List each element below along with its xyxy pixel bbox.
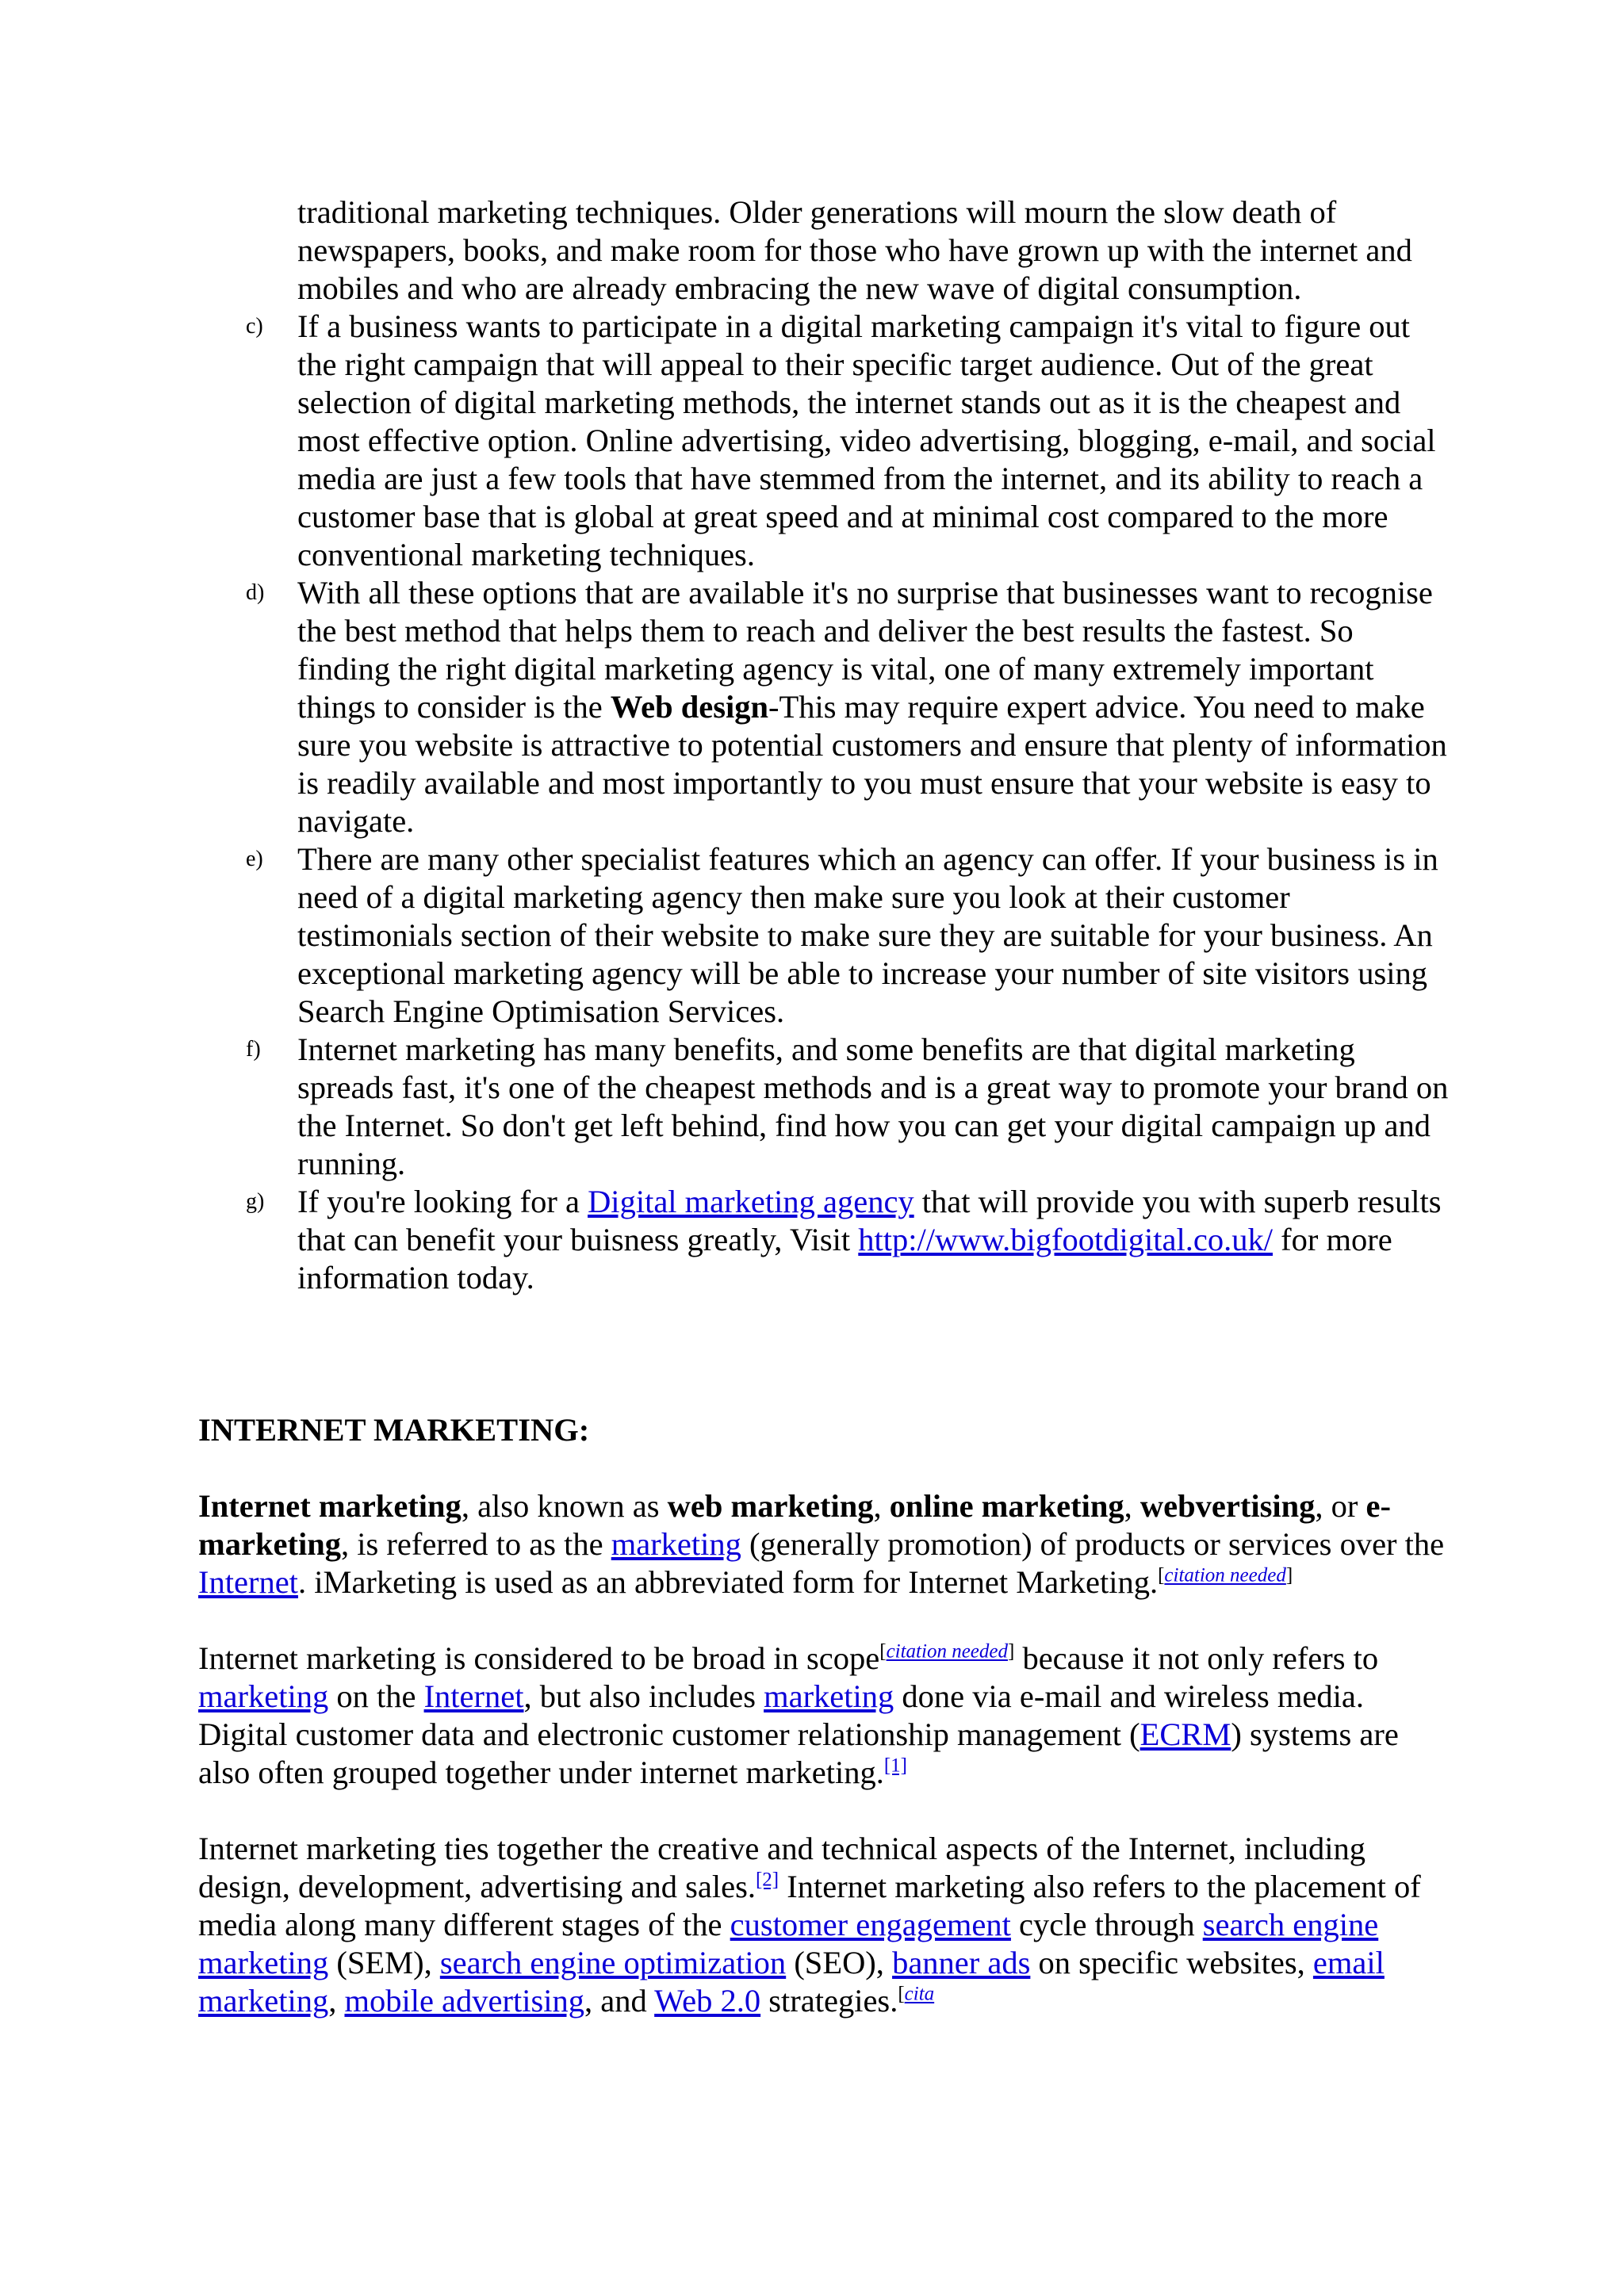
list-continuation: traditional marketing techniques. Older generations will mourn the slow death of newspapers, books, and make room for those who have grown up with the internet and mobiles and who are already embracing the new wave of digital consumption. bbox=[297, 194, 1412, 306]
citation-needed bbox=[1158, 1565, 1293, 1586]
bold-term: Internet marketing bbox=[198, 1488, 462, 1524]
list-item bbox=[198, 1183, 1451, 1297]
digital-marketing-agency-link[interactable]: Digital marketing agency bbox=[588, 1184, 914, 1219]
marketing-list bbox=[198, 193, 1451, 1297]
list-item-text: that will provide you with superb results that can benefit your buisness greatly, Visit bbox=[297, 1184, 1442, 1257]
section-heading: INTERNET MARKETING: bbox=[198, 1412, 590, 1448]
list-marker: d) bbox=[246, 580, 265, 605]
text: on the bbox=[328, 1678, 424, 1714]
list-item-text: -This may require expert advice. You need to make sure you website is attractive to potential customers and ensure that plenty of information is readily available and most importantly to you must ensure that your website is easy to navigate. bbox=[297, 689, 1447, 839]
mobile-advertising-link[interactable]: mobile advertising bbox=[344, 1983, 585, 2019]
text: Internet marketing also refers to the placement of media along many different stages of the bbox=[198, 1869, 1421, 1942]
bracket: [ bbox=[898, 1983, 905, 2005]
text: done via e-mail and wireless media. Digital customer data and electronic customer relationship management ( bbox=[198, 1678, 1364, 1752]
text: . iMarketing is used as an abbreviated form for Internet Marketing. bbox=[297, 1564, 1159, 1600]
text: on specific websites, bbox=[1030, 1945, 1313, 1980]
list-marker: e) bbox=[246, 847, 263, 871]
list-item bbox=[198, 840, 1451, 1031]
paragraph bbox=[198, 1640, 1451, 1792]
search-engine-marketing-link[interactable]: search engine marketing bbox=[198, 1907, 1379, 1980]
bigfootdigital-link[interactable]: http://www.bigfootdigital.co.uk/ bbox=[858, 1222, 1273, 1257]
paragraph bbox=[198, 1487, 1451, 1601]
internet-marketing-section bbox=[198, 1411, 1451, 2058]
text: , bbox=[873, 1488, 890, 1524]
web-2-link[interactable]: Web 2.0 bbox=[654, 1983, 761, 2019]
bracket: [ bbox=[879, 1640, 887, 1663]
bold-term: online marketing bbox=[889, 1488, 1124, 1524]
internet-link[interactable]: Internet bbox=[423, 1678, 524, 1714]
citation-needed bbox=[898, 1984, 934, 2005]
internet-link[interactable]: Internet bbox=[198, 1564, 298, 1600]
text: (SEM), bbox=[328, 1945, 440, 1980]
reference bbox=[884, 1755, 907, 1777]
reference-link-1[interactable]: [1] bbox=[883, 1755, 907, 1777]
list-item-text: With all these options that are available it's no surprise that businesses want to recognise the best method that helps them to reach and deliver the best results the fastest. So finding the right digital marketing agency is vital, one of many extremely important things to consider is the bbox=[297, 575, 1433, 725]
bold-term: web marketing bbox=[667, 1488, 874, 1524]
text: Internet marketing is considered to be broad in scope bbox=[198, 1640, 880, 1676]
paragraph bbox=[198, 1830, 1451, 2020]
citation-needed bbox=[879, 1641, 1014, 1663]
citation-needed-link[interactable]: citation needed bbox=[1164, 1564, 1286, 1586]
email-marketing-link[interactable]: email marketing bbox=[198, 1945, 1385, 2019]
ecrm-link[interactable]: ECRM bbox=[1139, 1716, 1231, 1752]
list-item-text: If you're looking for a bbox=[297, 1184, 588, 1219]
citation-needed-link[interactable]: cita bbox=[904, 1983, 935, 2005]
text: strategies. bbox=[760, 1983, 898, 2019]
bold-term: webvertising bbox=[1139, 1488, 1316, 1524]
bracket: ] bbox=[1007, 1640, 1015, 1663]
text: , or bbox=[1315, 1488, 1366, 1524]
marketing-link[interactable]: marketing bbox=[764, 1678, 894, 1714]
text: (generally promotion) of products or services over the bbox=[741, 1526, 1445, 1562]
bracket: ] bbox=[1285, 1564, 1293, 1586]
reference-link-2[interactable]: [2] bbox=[755, 1869, 779, 1891]
marketing-link[interactable]: marketing bbox=[198, 1678, 329, 1714]
list-item-text: for more information today. bbox=[297, 1222, 1392, 1295]
text: (SEO), bbox=[786, 1945, 893, 1980]
text: , and bbox=[584, 1983, 655, 2019]
text: cycle through bbox=[1010, 1907, 1203, 1942]
text: , bbox=[1124, 1488, 1140, 1524]
bracket: [ bbox=[1158, 1564, 1165, 1586]
text: ) systems are also often grouped together under internet marketing. bbox=[198, 1716, 1399, 1790]
text: , is referred to as the bbox=[340, 1526, 611, 1562]
list-marker: g) bbox=[246, 1189, 265, 1214]
text: Internet marketing ties together the creative and technical aspects of the Internet, including design, development, advertising and sales. bbox=[198, 1831, 1366, 1904]
citation-needed-link[interactable]: citation needed bbox=[886, 1640, 1008, 1663]
list-marker: c) bbox=[246, 314, 263, 339]
list-item-text: There are many other specialist features which an agency can offer. If your business is in need of a digital marketing agency then make sure you look at their customer testimonials section of their website to make sure they are suitable for your business. An exceptional marketing agency will be able to increase your number of site visitors using Search Engine Optimisation Services. bbox=[297, 841, 1438, 1029]
bold-term: Web design bbox=[610, 689, 769, 725]
marketing-link[interactable]: marketing bbox=[611, 1526, 741, 1562]
list-marker: f) bbox=[246, 1037, 261, 1062]
list-item bbox=[198, 574, 1451, 840]
list-item-text: If a business wants to participate in a digital marketing campaign it's vital to figure out the right campaign that will appeal to their specific target audience. Out of the great selection of digital marketing methods, the internet stands out as it is the cheapest and most effective option. Online advertising, video advertising, blogging, e-mail, and social media are just a few tools that have stemmed from the internet, and its ability to reach a customer base that is global at great speed and at minimal cost compared to the more conventional marketing techniques. bbox=[297, 308, 1436, 572]
search-engine-optimization-link[interactable]: search engine optimization bbox=[439, 1945, 787, 1980]
text: because it not only refers to bbox=[1014, 1640, 1379, 1676]
list-item bbox=[198, 308, 1451, 574]
text: , bbox=[328, 1983, 345, 2019]
text: , but also includes bbox=[523, 1678, 764, 1714]
list-item-text: Internet marketing has many benefits, and some benefits are that digital marketing spreads fast, it's one of the cheapest methods and is a great way to promote your brand on the Internet. So don't get left behind, find how you can get your digital campaign up and running. bbox=[297, 1031, 1449, 1181]
reference bbox=[756, 1869, 779, 1891]
list-item bbox=[198, 1031, 1451, 1183]
banner-ads-link[interactable]: banner ads bbox=[892, 1945, 1031, 1980]
bold-term: e-marketing bbox=[198, 1488, 1391, 1562]
customer-engagement-link[interactable]: customer engagement bbox=[730, 1907, 1011, 1942]
text: , also known as bbox=[461, 1488, 668, 1524]
